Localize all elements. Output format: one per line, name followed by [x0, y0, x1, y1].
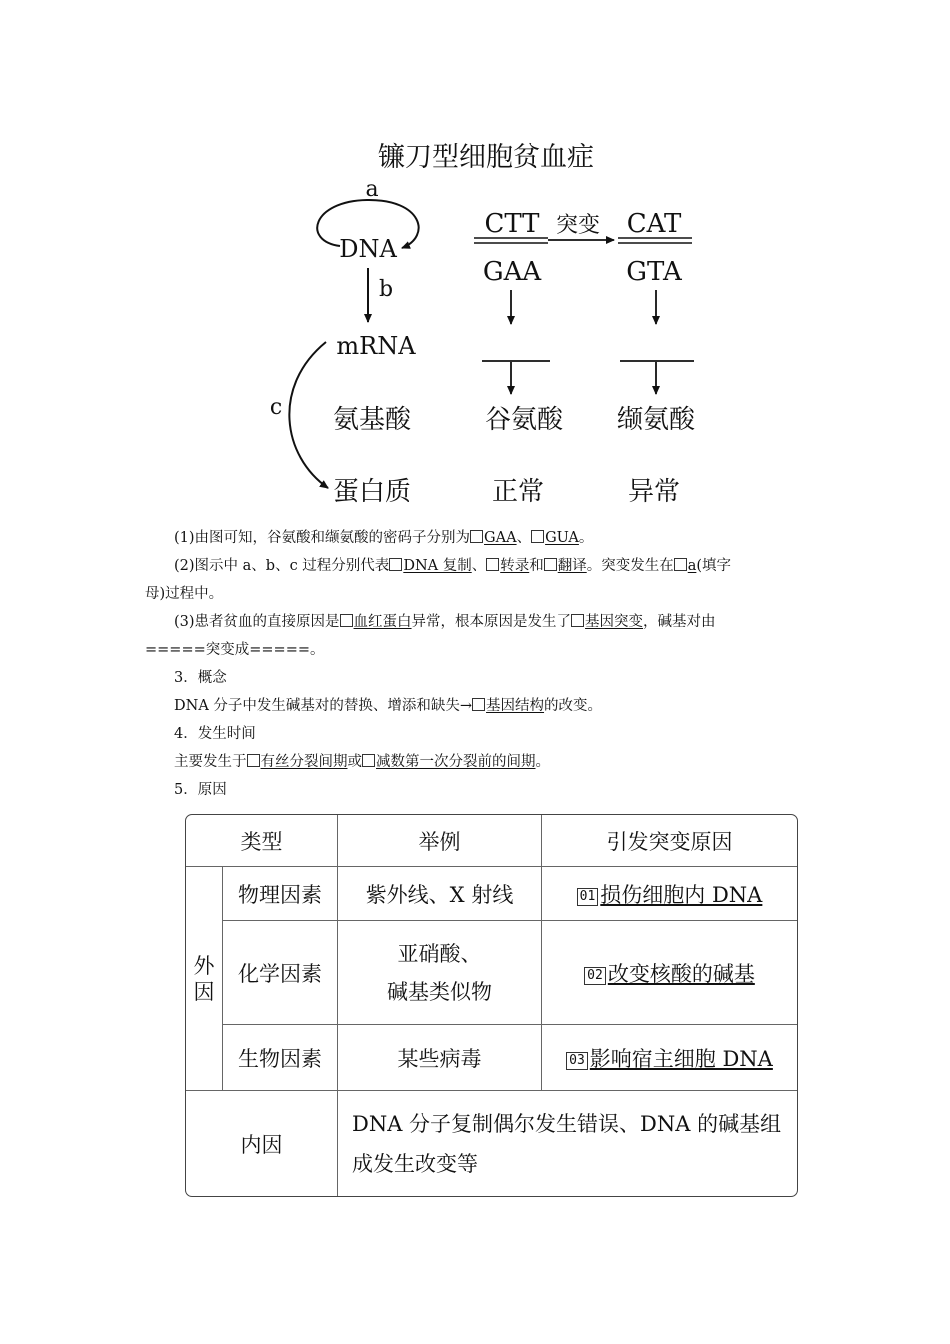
- s3-text-b: 的改变。: [544, 698, 603, 714]
- codon-gta: GTA: [626, 257, 682, 287]
- section-3-body: [145, 692, 810, 720]
- section-5-title: 5．原因: [174, 782, 227, 798]
- label-glutamic-acid: 谷氨酸: [484, 405, 564, 435]
- row-cause-text: 改变核酸的碱基: [607, 961, 755, 986]
- q3-answer-2: 基因突变: [585, 614, 644, 630]
- q3-text-c: ，碱基对由: [643, 614, 716, 630]
- label-mutation: 突变: [555, 213, 601, 238]
- answer-box: [486, 558, 499, 571]
- label-b: b: [378, 277, 394, 302]
- s3-answer: 基因结构: [486, 698, 545, 714]
- q2-text-b: 。突变发生在: [586, 558, 674, 574]
- sickle-cell-diagram: [262, 126, 724, 524]
- row-cause: [542, 921, 797, 1025]
- answer-box: [531, 530, 544, 543]
- row-number: 02: [584, 967, 606, 985]
- answer-box: [389, 558, 402, 571]
- question-3: [145, 608, 810, 636]
- section-4-title: 4．发生时间: [174, 726, 256, 742]
- translation-curve-arrow: [289, 342, 328, 488]
- q1-text: (1)由图可知，谷氨酸和缬氨酸的密码子分别为: [174, 530, 471, 546]
- row-cause-text: 损伤细胞内 DNA: [600, 882, 763, 907]
- label-normal: 正常: [491, 477, 545, 507]
- section-4-body: [145, 748, 810, 776]
- header-cause: 引发突变原因: [542, 815, 797, 867]
- q2-and: 和: [529, 558, 544, 574]
- s4-text: 主要发生于: [174, 754, 247, 770]
- table-header-row: [186, 815, 797, 867]
- row-cause: [542, 1025, 797, 1091]
- q2-answer-2: 转录: [500, 558, 530, 574]
- label-abnormal: 异常: [627, 477, 681, 507]
- question-2: [145, 552, 810, 580]
- answer-box: [362, 754, 375, 767]
- codon-gaa: GAA: [482, 257, 542, 287]
- row-number: 01: [577, 888, 599, 906]
- codon-cat: CAT: [626, 209, 682, 239]
- row-type: 物理因素: [223, 867, 338, 921]
- answer-box: [472, 698, 485, 711]
- q2-answer-1: DNA 复制: [403, 558, 472, 574]
- q2-text: (2)图示中 a、b、c 过程分别代表: [174, 558, 390, 574]
- internal-cause-text: DNA 分子复制偶尔发生错误、DNA 的碱基组成发生改变等: [352, 1111, 782, 1176]
- mutation-causes-table: [185, 814, 798, 1197]
- question-1: [145, 524, 810, 552]
- row-cause: [542, 867, 797, 921]
- row-example-line-2: 碱基类似物: [387, 979, 492, 1004]
- answer-box: [470, 530, 483, 543]
- table-row: [186, 867, 797, 921]
- internal-cause-label: 内因: [186, 1091, 338, 1196]
- row-example: 某些病毒: [338, 1025, 542, 1091]
- q1-answer-2: GUA: [545, 530, 579, 546]
- q3-text-b: 异常，根本原因是发生了: [411, 614, 572, 630]
- q1-answer-1: GAA: [484, 530, 517, 546]
- q1-end: 。: [578, 530, 594, 546]
- question-3-line-2: =====突变成=====。: [145, 642, 325, 658]
- row-type: 生物因素: [223, 1025, 338, 1091]
- answer-box: [544, 558, 557, 571]
- q2-text-c: (填字: [696, 558, 732, 574]
- table-row: [186, 1091, 797, 1196]
- section-3-title: 3．概念: [174, 670, 227, 686]
- diagram-title: 镰刀型细胞贫血症: [378, 142, 594, 173]
- row-example: 紫外线、X 射线: [338, 867, 542, 921]
- row-type: 化学因素: [223, 921, 338, 1025]
- header-example: 举例: [338, 815, 542, 867]
- row-number: 03: [566, 1052, 588, 1070]
- s4-or: 或: [347, 754, 362, 770]
- table-row: [186, 921, 797, 1025]
- label-dna: DNA: [339, 235, 397, 263]
- s4-answer-2: 减数第一次分裂前的间期: [376, 754, 536, 770]
- diagram-svg: [262, 126, 724, 524]
- row-example-line-1: 亚硝酸、: [397, 941, 482, 966]
- header-type: 类型: [186, 815, 338, 867]
- external-cause-label: 外因: [186, 867, 223, 1091]
- s3-text: DNA 分子中发生碱基对的替换、增添和缺失→: [174, 698, 473, 714]
- question-2-line-2: 母)过程中。: [145, 586, 224, 602]
- answer-box: [247, 754, 260, 767]
- s4-answer-1: 有丝分裂间期: [260, 754, 348, 770]
- codon-ctt: CTT: [484, 209, 540, 239]
- answer-box: [571, 614, 584, 627]
- s4-end: 。: [535, 754, 550, 770]
- q3-answer-1: 血红蛋白: [353, 614, 412, 630]
- label-protein: 蛋白质: [332, 477, 412, 507]
- q2-answer-4: a: [687, 558, 697, 574]
- row-cause-text: 影响宿主细胞 DNA: [589, 1046, 773, 1071]
- answer-box: [674, 558, 687, 571]
- q2-sep: 、: [471, 558, 487, 574]
- answer-box: [340, 614, 353, 627]
- label-c: c: [269, 395, 283, 420]
- q1-sep: 、: [516, 530, 532, 546]
- table-row: [186, 1025, 797, 1091]
- row-example: [338, 921, 542, 1025]
- q2-answer-3: 翻译: [557, 558, 587, 574]
- label-valine: 缬氨酸: [616, 405, 696, 435]
- label-mrna: mRNA: [336, 332, 416, 360]
- label-amino-acid: 氨基酸: [332, 405, 412, 435]
- label-a: a: [365, 177, 379, 202]
- q3-text: (3)患者贫血的直接原因是: [174, 614, 340, 630]
